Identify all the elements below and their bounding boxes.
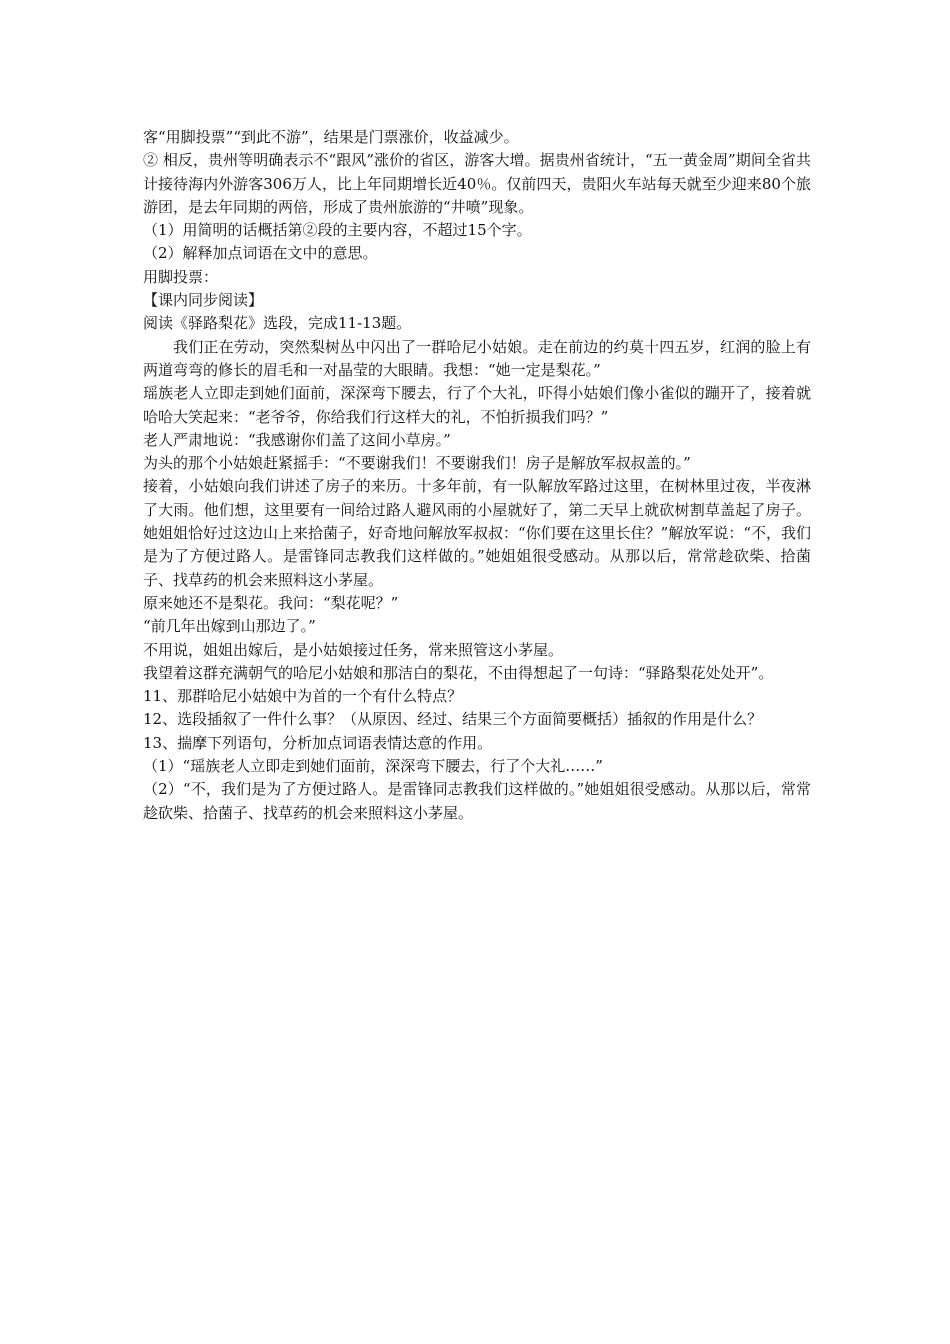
passage-paragraph: 我们正在劳动，突然梨树丛中闪出了一群哈尼小姑娘。走在前边的约莫十四五岁，红润的脸上有两道弯弯的修长的眉毛和一对晶莹的大眼睛。我想：“她一定是梨花。” <box>143 337 811 379</box>
question-12: 12、选段插叙了一件什么事？（从原因、经过、结果三个方面简要概括）插叙的作用是什么？ <box>143 710 763 729</box>
passage-paragraph: 瑶族老人立即走到她们面前，深深弯下腰去，行了个大礼，吓得小姑娘们像小雀似的蹦开了，接着就哈哈大笑起来：“老爷爷，你给我们行这样大的礼，不怕折损我们吗？” <box>143 384 811 426</box>
paragraph-continuation: 客“用脚投票”“到此不游”，结果是门票涨价，收益减少。 <box>143 128 519 146</box>
question-13-item-2: （2）“不，我们是为了方便过路人。是雷锋同志教我们这样做的。”她姐姐很受感动。从那以后，常常趁砍柴、拾菌子、找草药的机会来照料这小茅屋。 <box>143 780 811 822</box>
question-13-item-1: （1）“瑶族老人立即走到她们面前，深深弯下腰去，行了个大礼……” <box>143 757 603 776</box>
document-body <box>143 126 811 825</box>
question-1: （1）用简明的话概括第②段的主要内容，不超过15个字。 <box>143 221 532 240</box>
paragraph-2: ② 相反，贵州等明确表示不“跟风”涨价的省区，游客大增。据贵州省统计，“五一黄金周”期间全省共计接待海内外游客306万人，比上年同期增长近40％。仅前四天，贵阳火车站每天就至少迎来80个旅游团，是去年同期的两倍，形成了贵州旅游的“井喷”现象。 <box>143 151 811 216</box>
passage-paragraph: “前几年出嫁到山那边了。” <box>143 617 316 636</box>
question-2-term: 用脚投票： <box>143 267 219 286</box>
question-13: 13、揣摩下列语句，分析加点词语表情达意的作用。 <box>143 733 493 752</box>
passage-paragraph: 我望着这群充满朝气的哈尼小姑娘和那洁白的梨花，不由得想起了一句诗：“驿路梨花处处开”。 <box>143 663 774 682</box>
section-heading: 【课内同步阅读】 <box>143 291 264 310</box>
question-11: 11、那群哈尼小姑娘中为首的一个有什么特点？ <box>143 687 463 706</box>
passage-paragraph: 接着，小姑娘向我们讲述了房子的来历。十多年前，有一队解放军路过这里，在树林里过夜，半夜淋了大雨。他们想，这里要有一间给过路人避风雨的小屋就好了，第二天早上就砍树割草盖起了房子。她姐姐恰好过这边山上来拾菌子，好奇地问解放军叔叔：“你们要在这里长住？”解放军说：“不，我们是为了方便过路人。是雷锋同志教我们这样做的。”她姐姐很受感动。从那以后，常常趁砍柴、拾菌子、找草药的机会来照料这小茅屋。 <box>143 477 812 589</box>
passage-paragraph: 原来她还不是梨花。我问：“梨花呢？” <box>143 593 399 612</box>
passage-paragraph: 老人严肃地说：“我感谢你们盖了这间小草房。” <box>143 430 451 449</box>
passage-paragraph: 不用说，姐姐出嫁后，是小姑娘接过任务，常来照管这小茅屋。 <box>143 640 564 659</box>
reading-instruction: 阅读《驿路梨花》选段，完成11-13题。 <box>143 314 412 333</box>
passage-paragraph: 为头的那个小姑娘赶紧摇手：“不要谢我们！不要谢我们！房子是解放军叔叔盖的。” <box>143 454 691 473</box>
question-2: （2）解释加点词语在文中的意思。 <box>143 244 378 263</box>
